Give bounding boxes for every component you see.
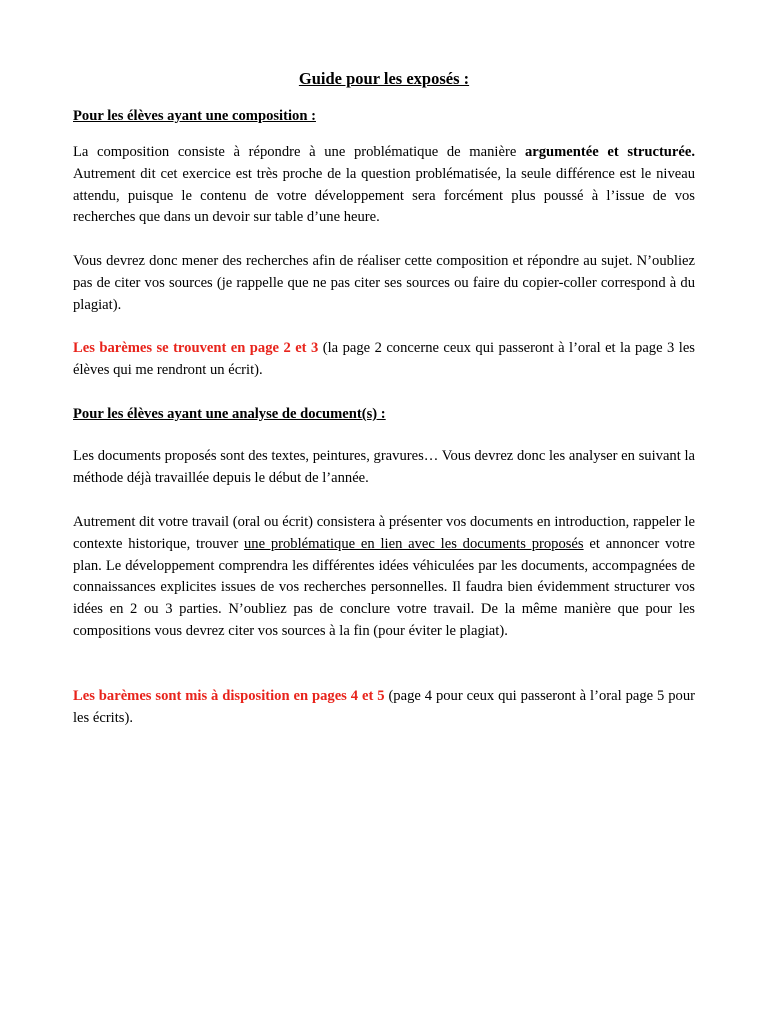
- section-heading-composition: Pour les élèves ayant une composition :: [73, 108, 316, 124]
- paragraph-composition-grading: [73, 338, 695, 382]
- paragraph-analysis-grading: [73, 686, 695, 730]
- paragraph-text: (page 4 pour ceux qui passeront à l’oral page 5 pour les écrits).: [73, 688, 695, 726]
- grading-note-highlight: Les barèmes sont mis à disposition en pages 4 et 5: [73, 688, 385, 704]
- paragraph-analysis-method: [73, 512, 695, 643]
- grading-note-highlight: Les barèmes se trouvent en page 2 et 3: [73, 340, 319, 356]
- emphasis-text: argumentée et structurée.: [524, 144, 695, 160]
- paragraph-composition-intro: [73, 142, 695, 229]
- paragraph-analysis-intro: Les documents proposés sont des textes, peintures, gravures… Vous devrez donc les analyser en suivant la méthode déjà travaillée depuis le début de l’année.: [73, 448, 695, 486]
- paragraph-text: et annoncer votre plan. Le développement comprendra les différentes idées véhiculées par les documents, accompagnées de connaissances explicites issues de vos recherches personnelles. Il faudra bien évidemment structurer vos idées en 2 ou 3 parties. N’oubliez pas de conclure votre travail. De la même manière que pour les compositions vous devrez citer vos sources à la fin (pour éviter le plagiat).: [73, 535, 695, 639]
- paragraph-text: (la page 2 concerne ceux qui passeront à l’oral et la page 3 les élèves qui me rendront un écrit).: [73, 340, 695, 378]
- section-heading-document-analysis: Pour les élèves ayant une analyse de document(s) :: [73, 406, 386, 422]
- paragraph-composition-research: Vous devrez donc mener des recherches afin de réaliser cette composition et répondre au sujet. N’oubliez pas de citer vos sources (je rappelle que ne pas citer ses sources ou faire du copier-coller correspond à du plagiat).: [73, 253, 695, 313]
- paragraph-text: Autrement dit votre travail (oral ou écrit) consistera à présenter vos documents en introduction, rappeler le contexte historique, trouver: [73, 514, 695, 552]
- document-title: Guide pour les exposés :: [298, 69, 470, 88]
- underlined-text: une problématique en lien avec les documents proposés: [243, 535, 584, 552]
- paragraph-text: Autrement dit cet exercice est très proche de la question problématisée, la seule différence est le niveau attendu, puisque le contenu de votre développement sera forcément plus poussé à l’issue de vos recherches que dans un devoir sur table d’une heure.: [73, 165, 695, 226]
- paragraph-text: La composition consiste à répondre à une problématique de manière: [73, 144, 525, 160]
